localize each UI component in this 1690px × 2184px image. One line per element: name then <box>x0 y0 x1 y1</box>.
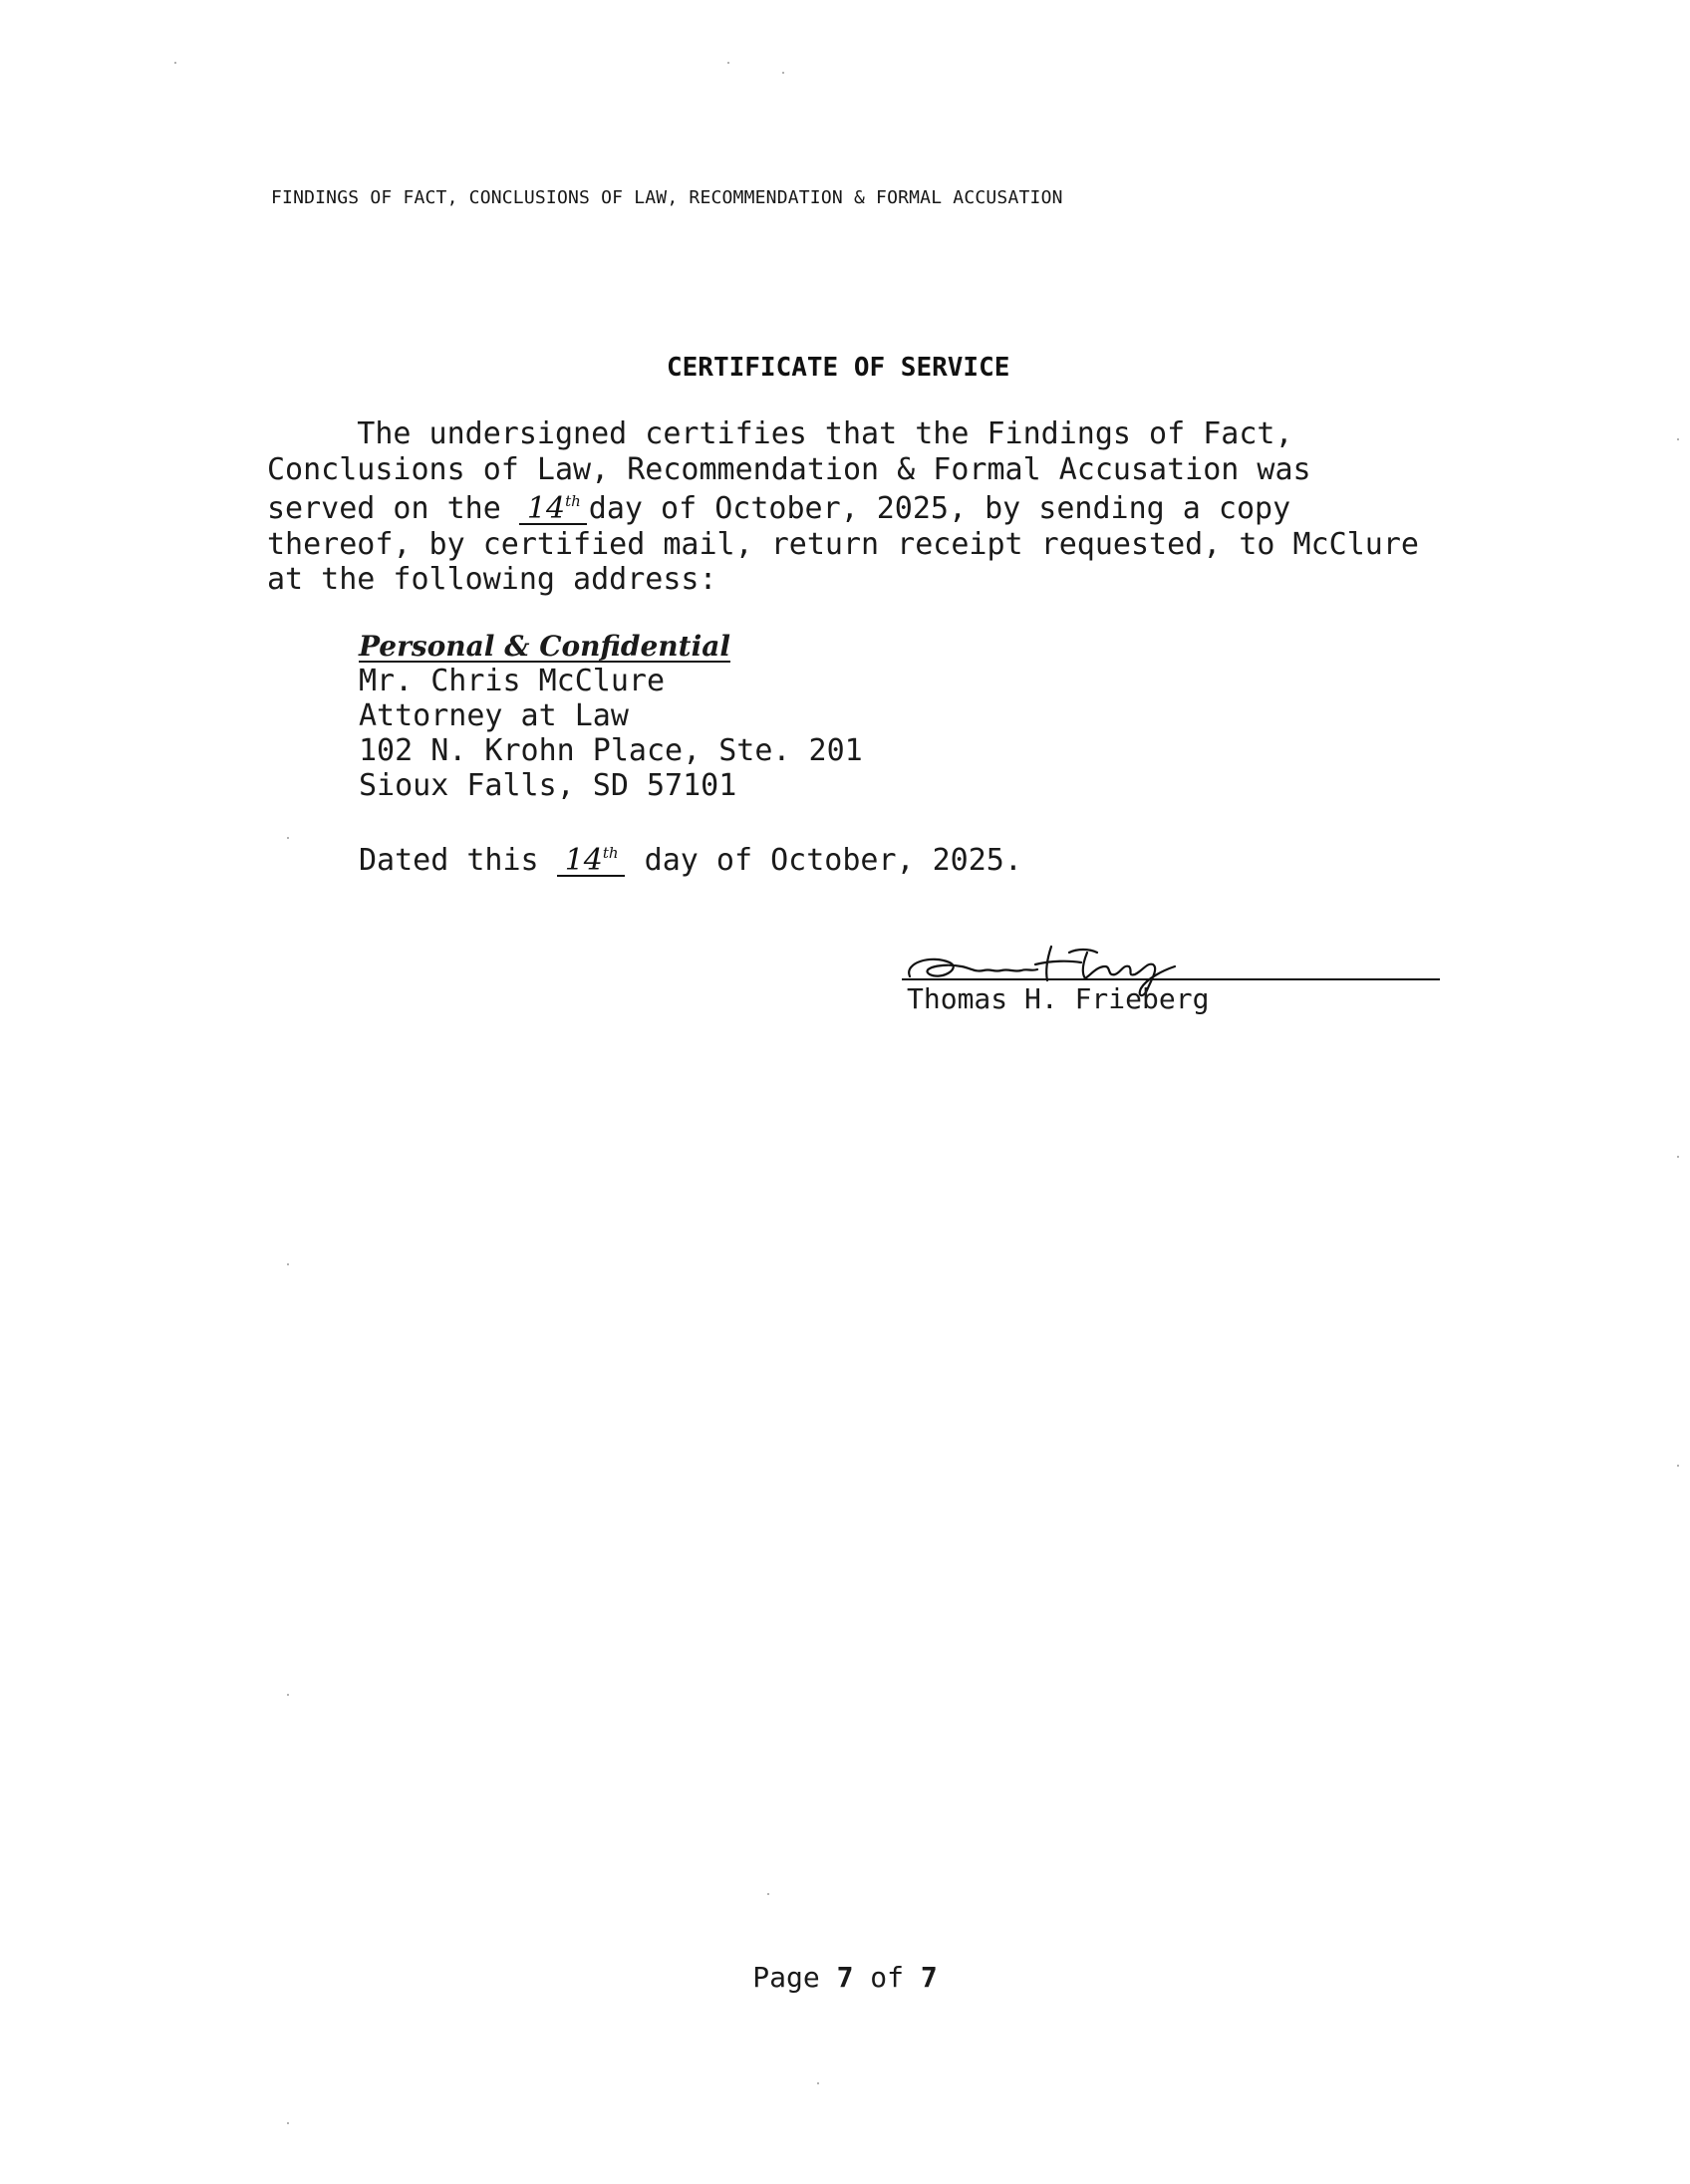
served-day-number: 14 <box>526 491 566 526</box>
signature-block <box>902 941 1440 1015</box>
scan-speck <box>1677 438 1679 440</box>
scan-speck <box>174 62 176 64</box>
paragraph-line-1: The undersigned certifies that the Findings of Fact, <box>267 416 1293 451</box>
dated-text-before: Dated this <box>359 843 557 878</box>
dated-day-handwritten <box>557 839 625 877</box>
recipient-address <box>359 629 863 803</box>
page-word: Page <box>752 1961 837 1994</box>
dated-day-suffix: th <box>602 844 619 862</box>
recipient-name: Mr. Chris McClure <box>359 664 666 698</box>
paragraph-line-3 <box>267 487 1419 527</box>
page-number: 7 <box>836 1961 854 1994</box>
served-day-suffix: th <box>565 492 581 510</box>
scan-speck <box>1677 1156 1679 1158</box>
page-total: 7 <box>920 1961 938 1994</box>
scan-speck <box>287 837 289 839</box>
scan-speck <box>727 62 729 64</box>
scan-speck <box>287 1694 289 1696</box>
signer-name: Thomas H. Frieberg <box>907 982 1210 1015</box>
scan-speck <box>782 72 784 74</box>
signature-line <box>902 978 1440 980</box>
paragraph-line-5: at the following address: <box>267 562 717 597</box>
recipient-title: Attorney at Law <box>359 698 629 733</box>
page-footer <box>0 1961 1690 1994</box>
scan-speck <box>287 2122 289 2124</box>
of-word: of <box>853 1961 921 1994</box>
served-day-handwritten <box>519 487 587 525</box>
certificate-title: CERTIFICATE OF SERVICE <box>667 353 1010 383</box>
paragraph-line-2: Conclusions of Law, Recommendation & Formal Accusation was <box>267 451 1311 487</box>
confidential-label: Personal & Confidential <box>359 630 730 663</box>
served-on-text: served on the <box>267 491 519 526</box>
dated-line <box>359 839 1022 878</box>
scan-speck <box>817 2082 819 2084</box>
dated-day-number: 14 <box>564 843 603 878</box>
scan-speck <box>1677 1465 1679 1467</box>
scan-speck <box>287 1263 289 1265</box>
dated-text-after: day of October, 2025. <box>626 843 1022 878</box>
paragraph-line-4: thereof, by certified mail, return receipt requested, to McClure <box>267 526 1419 562</box>
certificate-paragraph <box>267 416 1419 598</box>
recipient-street: 102 N. Krohn Place, Ste. 201 <box>359 733 863 768</box>
served-date-text: day of October, 2025, by sending a copy <box>588 491 1291 526</box>
running-header: FINDINGS OF FACT, CONCLUSIONS OF LAW, RECOMMENDATION & FORMAL ACCUSATION <box>271 187 1063 208</box>
recipient-city-state-zip: Sioux Falls, SD 57101 <box>359 768 737 803</box>
scan-speck <box>767 1893 769 1895</box>
